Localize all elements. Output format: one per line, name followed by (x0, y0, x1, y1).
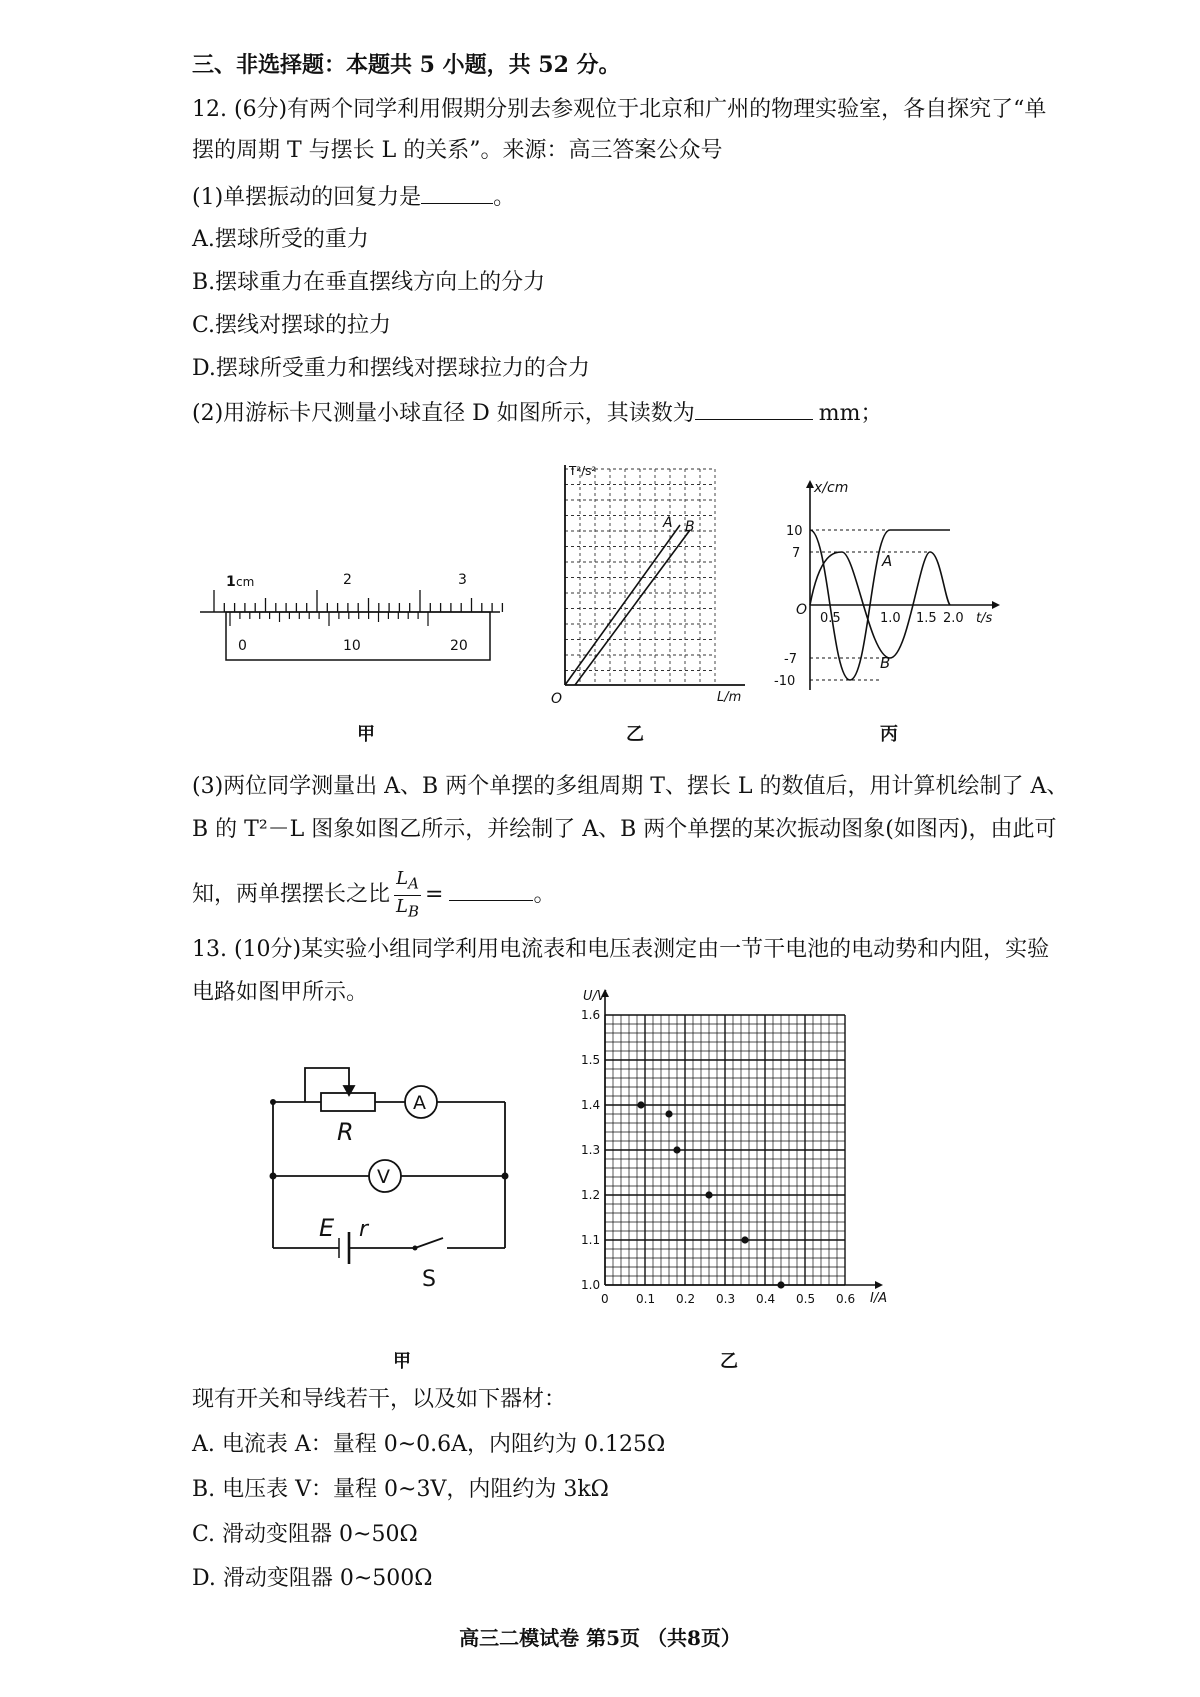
t2l-line-b-label: B (685, 519, 695, 535)
q12-part3-end: 。 (533, 882, 556, 908)
data-point (777, 1281, 784, 1288)
ui-x-tick-label: 0.5 (796, 1292, 816, 1306)
osc-curve-a-label: A (882, 552, 893, 570)
ratio-den-sub: B (407, 902, 419, 921)
ui-y-tick-label: 1.3 (581, 1143, 601, 1157)
osc-xlabel: t/s (976, 611, 993, 626)
data-point (665, 1110, 672, 1117)
q12-intro-line1: 12. (6分)有两个同学利用假期分别去参观位于北京和广州的物理实验室，各自探究了“单 (192, 97, 1047, 122)
osc-x-tick-1-5: 1.5 (916, 611, 937, 626)
label-s: S (422, 1267, 436, 1292)
ui-xlabel: I/A (870, 1291, 888, 1306)
ui-x-tick-label: 0.1 (636, 1292, 656, 1306)
q12-part1 (192, 181, 515, 213)
data-point (741, 1236, 748, 1243)
rheostat-r (321, 1093, 375, 1111)
ratio-den: L (396, 895, 408, 917)
option-c: C.摆线对摆球的拉力 (192, 313, 392, 338)
ui-y-tick-label: 1.4 (581, 1098, 601, 1112)
vernier-caliper (200, 560, 500, 670)
ratio-eq: = (425, 882, 444, 908)
q12-part1-end: 。 (493, 185, 516, 210)
t2l-xlabel: L/m (717, 690, 742, 705)
data-point (637, 1101, 644, 1108)
section-header: 三、非选择题：本题共 5 小题，共 52 分。 (192, 52, 621, 78)
q12-part3-line3 (192, 868, 555, 922)
q12-part2-unit: mm； (818, 401, 883, 426)
material-b: B. 电压表 V：量程 0~3V，内阻约为 3kΩ (192, 1477, 609, 1502)
answer-blank-1[interactable] (421, 181, 493, 204)
t2l-line-a-label: A (663, 515, 673, 531)
ratio-num: L (396, 868, 409, 889)
u-i-chart (565, 990, 905, 1330)
osc-origin: O (796, 602, 808, 618)
ui-y-tick-label: 1.1 (581, 1233, 601, 1247)
osc-y-tick-7: 7 (792, 546, 801, 561)
data-point (705, 1191, 712, 1198)
q13-intro-line2: 电路如图甲所示。 (192, 980, 369, 1005)
t2l-origin: O (551, 691, 563, 707)
material-c: C. 滑动变阻器 0~50Ω (192, 1522, 418, 1547)
osc-y-tick-neg10: -10 (774, 674, 796, 689)
t2l-line-b (575, 530, 690, 685)
ui-x-tick-label: 0 (601, 1292, 609, 1306)
t2-l-graph (545, 465, 755, 705)
caption-osc: 丙 (880, 724, 898, 745)
vernier-label-10: 10 (343, 638, 361, 654)
t2l-line-a (565, 525, 680, 685)
ui-ylabel: U/V (583, 989, 606, 1004)
ratio-num-sub: A (408, 874, 419, 893)
page-footer: 高三二模试卷 第5页 （共8页） (459, 1626, 741, 1650)
materials-intro: 现有开关和导线若干，以及如下器材： (192, 1387, 567, 1412)
answer-blank-3[interactable] (449, 878, 533, 901)
ui-y-tick-label: 1.2 (581, 1188, 601, 1202)
vernier-label-0: 0 (238, 638, 247, 654)
ui-y-tick-label: 1.6 (581, 1008, 601, 1022)
caption-chart: 乙 (720, 1351, 738, 1372)
q13-intro-line1: 13. (10分)某实验小组同学利用电流表和电压表测定由一节干电池的电动势和内阻，实验 (192, 937, 1050, 962)
option-b: B.摆球重力在垂直摆线方向上的分力 (192, 270, 546, 295)
q12-intro-line2: 摆的周期 T 与摆长 L 的关系”。来源：高三答案公众号 (192, 138, 723, 163)
caption-t2l: 乙 (626, 724, 644, 745)
label-r-internal: r (359, 1217, 369, 1242)
answer-blank-2[interactable] (695, 397, 813, 420)
q12-part3-line3-text: 知，两单摆摆长之比 (192, 882, 391, 908)
ui-ticks (581, 1008, 855, 1306)
vernier-label-20: 20 (450, 638, 468, 654)
label-r: R (337, 1118, 354, 1146)
material-d: D. 滑动变阻器 0~500Ω (192, 1566, 433, 1591)
ui-y-tick-label: 1.0 (581, 1278, 601, 1292)
label-v: V (377, 1166, 390, 1188)
t2l-ylabel: T²/s² (569, 464, 597, 478)
option-a: A.摆球所受的重力 (192, 227, 369, 252)
osc-y-tick-neg7: -7 (784, 652, 797, 667)
q12-part3-line1: (3)两位同学测量出 A、B 两个单摆的多组周期 T、摆长 L 的数值后，用计算机绘制了 A、 (192, 774, 1069, 799)
data-point (673, 1146, 680, 1153)
material-a: A. 电流表 A：量程 0~0.6A，内阻约为 0.125Ω (192, 1432, 666, 1457)
ui-x-tick-label: 0.6 (836, 1292, 856, 1306)
oscillation-graph (774, 480, 1000, 700)
osc-y-tick-10: 10 (786, 524, 803, 539)
ui-x-tick-label: 0.3 (716, 1292, 736, 1306)
main-scale-label-3: 3 (458, 572, 467, 588)
caption-circuit: 甲 (393, 1351, 411, 1372)
ui-y-tick-label: 1.5 (581, 1053, 601, 1067)
caliper-ticks (214, 590, 502, 626)
osc-ylabel: x/cm (814, 480, 849, 496)
circuit-diagram (265, 1060, 515, 1292)
ui-grid (601, 989, 883, 1289)
switch-s (415, 1238, 443, 1248)
main-scale-unit: cm (236, 575, 255, 589)
main-scale-label-2: 2 (343, 572, 352, 588)
osc-x-tick-0-5: 0.5 (820, 611, 841, 626)
ratio-fraction (394, 868, 421, 922)
ui-x-tick-label: 0.4 (756, 1292, 776, 1306)
caption-caliper: 甲 (357, 724, 375, 745)
label-e: E (319, 1214, 335, 1242)
main-scale-label-1: 1 (226, 574, 236, 590)
q12-part3-line2: B 的 T²－L 图象如图乙所示，并绘制了 A、B 两个单摆的某次振动图象(如图丙)，由此可 (192, 817, 1057, 842)
osc-x-tick-2-0: 2.0 (943, 611, 964, 626)
q12-part2 (192, 397, 883, 429)
ui-x-tick-label: 0.2 (676, 1292, 696, 1306)
option-d: D.摆球所受重力和摆线对摆球拉力的合力 (192, 356, 590, 381)
osc-curve-b-label: B (880, 654, 891, 672)
label-a: A (413, 1092, 426, 1114)
q12-part2-text: (2)用游标卡尺测量小球直径 D 如图所示，其读数为 (192, 401, 695, 426)
q12-part1-text: (1)单摆振动的回复力是 (192, 185, 422, 210)
osc-x-tick-1-0: 1.0 (880, 611, 901, 626)
